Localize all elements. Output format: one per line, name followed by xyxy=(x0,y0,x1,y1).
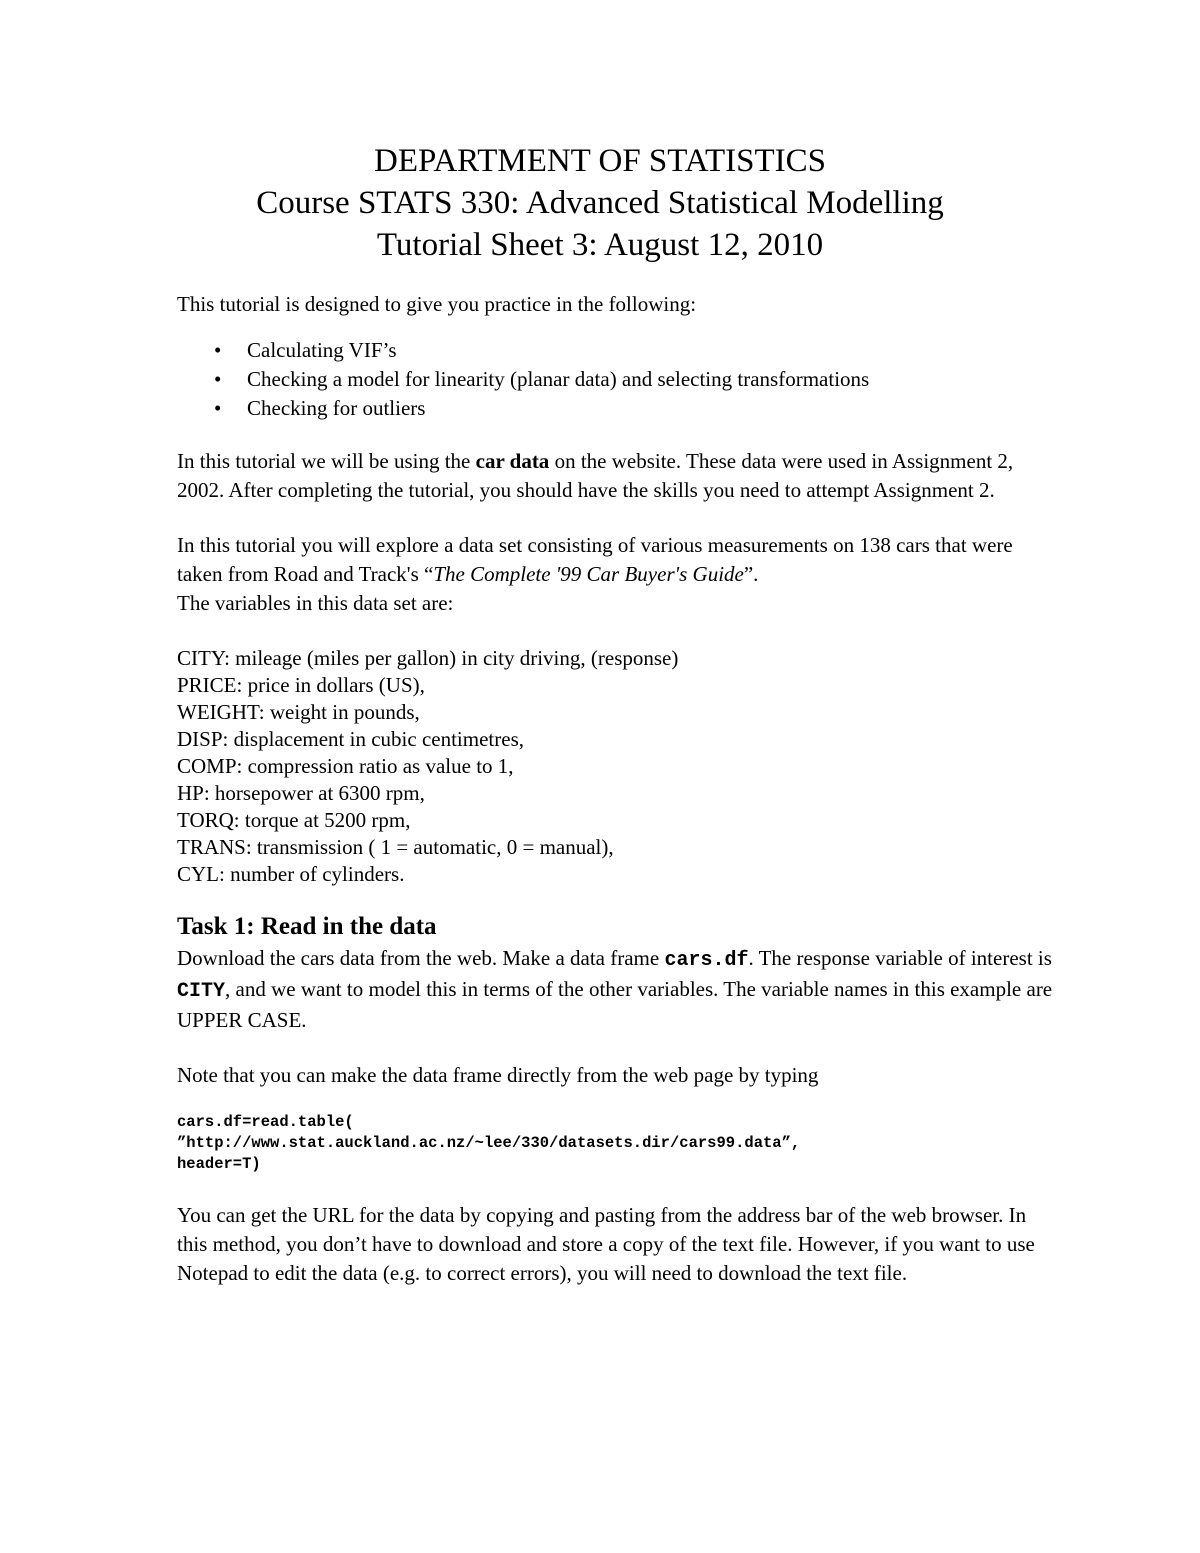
explore-line2: The variables in this data set are: xyxy=(177,591,454,615)
variable-item: PRICE: price in dollars (US), xyxy=(177,673,425,697)
list-item xyxy=(214,365,1057,394)
objective-text: Checking for outliers xyxy=(247,396,426,420)
course-title: Course STATS 330: Advanced Statistical Modelling xyxy=(256,185,944,221)
task1-text: Download the cars data from the web. Make a data frame xyxy=(177,946,665,970)
code-line: cars.df=read.table( xyxy=(177,1113,354,1131)
variable-item: CYL: number of cylinders. xyxy=(177,862,405,886)
code-line: header=T) xyxy=(177,1155,261,1173)
explore-paragraph xyxy=(177,531,1057,618)
variable-item: TRANS: transmission ( 1 = automatic, 0 = manual), xyxy=(177,835,614,859)
list-item xyxy=(214,336,1057,365)
variable-item: WEIGHT: weight in pounds, xyxy=(177,700,420,724)
task1-paragraph-3: You can get the URL for the data by copying and pasting from the address bar of the web browser. In this method, you don’t have to download and store a copy of the text file. However, if you want to use Notepad to edit the data (e.g. to correct errors), you will need to download the text file. xyxy=(177,1203,1035,1285)
city-code: CITY xyxy=(177,980,226,1003)
task1-text: , and we want to model this in terms of the other variables. The variable names in this example are UPPER CASE. xyxy=(177,977,1053,1032)
variable-item: CITY: mileage (miles per gallon) in city driving, (response) xyxy=(177,646,679,670)
task1-paragraph-2: Note that you can make the data frame directly from the web page by typing xyxy=(177,1063,819,1087)
objective-text: Checking a model for linearity (planar data) and selecting transformations xyxy=(247,367,870,391)
document-body xyxy=(177,290,1057,1288)
objectives-list xyxy=(177,336,1057,423)
bullet-icon: • xyxy=(214,396,222,420)
list-item xyxy=(214,394,1057,423)
guide-title: The Complete '99 Car Buyer's Guide xyxy=(433,562,744,586)
car-data-text-after: on the website. These data were used in Assignment 2, 2002. After completing the tutorial, you should have the skills you need to attempt Assignment 2. xyxy=(177,449,1014,502)
bullet-icon: • xyxy=(214,367,222,391)
intro-paragraph: This tutorial is designed to give you practice in the following: xyxy=(177,292,697,316)
cars-df-code: cars.df xyxy=(664,949,749,972)
code-line: ”http://www.stat.auckland.ac.nz/~lee/330/datasets.dir/cars99.data”, xyxy=(177,1134,801,1152)
task1-text: . The response variable of interest is xyxy=(748,946,1052,970)
objective-text: Calculating VIF’s xyxy=(247,338,397,362)
task1-heading: Task 1: Read in the data xyxy=(177,913,437,940)
car-data-text-before: In this tutorial we will be using the xyxy=(177,449,476,473)
variable-list xyxy=(177,645,1057,888)
variable-item: COMP: compression ratio as value to 1, xyxy=(177,754,514,778)
car-data-paragraph xyxy=(177,447,1057,505)
tutorial-sheet-title: Tutorial Sheet 3: August 12, 2010 xyxy=(376,227,824,263)
variable-item: HP: horsepower at 6300 rpm, xyxy=(177,781,425,805)
document-header xyxy=(0,140,1200,266)
variable-item: TORQ: torque at 5200 rpm, xyxy=(177,808,411,832)
explore-text-after: ”. xyxy=(743,562,759,586)
explore-text-before: In this tutorial you will explore a data set consisting of various measurements on 138 cars that were taken from Road and Track's “ xyxy=(177,533,1013,586)
car-data-bold: car data xyxy=(475,449,550,473)
code-block xyxy=(177,1112,1057,1175)
department-title: DEPARTMENT OF STATISTICS xyxy=(374,143,826,179)
bullet-icon: • xyxy=(214,338,222,362)
task1-paragraph-1 xyxy=(177,944,1057,1035)
variable-item: DISP: displacement in cubic centimetres, xyxy=(177,727,524,751)
